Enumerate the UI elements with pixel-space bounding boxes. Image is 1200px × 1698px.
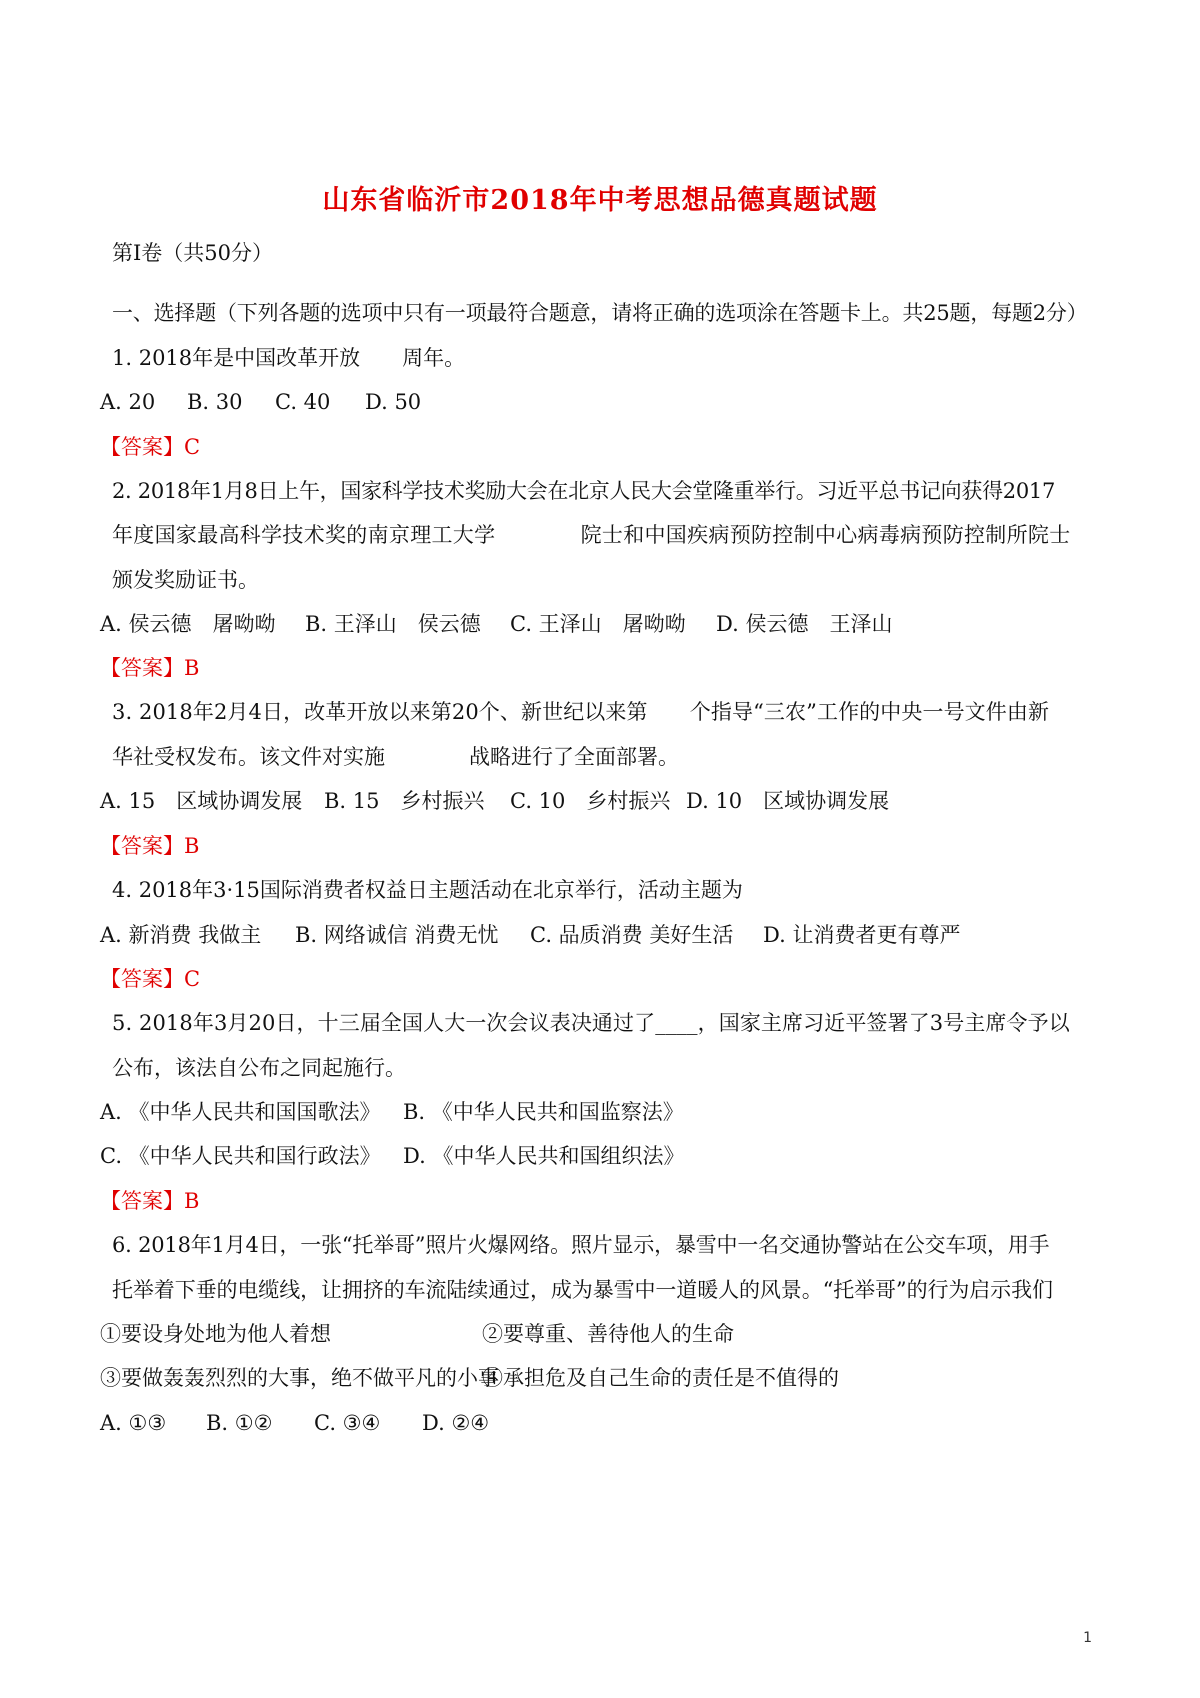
question-1-stem: 1. 2018年是中国改革开放 周年。 xyxy=(112,346,466,370)
question-4-option-b: B. 网络诚信 消费无忧 xyxy=(295,923,499,947)
question-6-option-b: B. ①② xyxy=(206,1411,273,1435)
question-2-option-d: D. 侯云德 王泽山 xyxy=(716,612,893,636)
question-2-stem-line-1: 2. 2018年1月8日上午，国家科学技术奖励大会在北京人民大会堂隆重举行。习近平总书记向获得2017 xyxy=(112,479,1056,503)
question-6-option-c: C. ③④ xyxy=(314,1411,381,1435)
answer-value: B xyxy=(184,656,200,680)
question-3-stem-line-2: 华社受权发布。该文件对实施 战略进行了全面部署。 xyxy=(112,745,679,769)
answer-label: 【答案】 xyxy=(100,834,184,858)
question-2-option-c: C. 王泽山 屠呦呦 xyxy=(510,612,686,636)
question-6-statement-4: ④承担危及自己生命的责任是不值得的 xyxy=(482,1366,839,1390)
question-2-option-a: A. 侯云德 屠呦呦 xyxy=(100,612,276,636)
question-6-statement-2: ②要尊重、善待他人的生命 xyxy=(482,1322,734,1346)
answer-label: 【答案】 xyxy=(100,656,184,680)
question-1-option-c: C. 40 xyxy=(275,390,331,414)
question-6-option-a: A. ①③ xyxy=(100,1411,167,1435)
question-2-answer xyxy=(100,653,199,683)
question-4-option-a: A. 新消费 我做主 xyxy=(100,923,262,947)
answer-value: C xyxy=(184,967,201,991)
question-4-answer xyxy=(100,964,200,994)
answer-label: 【答案】 xyxy=(100,1189,184,1213)
question-5-option-d: D. 《中华人民共和国组织法》 xyxy=(403,1144,685,1168)
question-3-stem-line-1: 3. 2018年2月4日，改革开放以来第20个、新世纪以来第 个指导“三农”工作的中央一号文件由新 xyxy=(112,700,1050,724)
question-3-option-c: C. 10 乡村振兴 xyxy=(510,789,671,813)
question-2-stem-line-3: 颁发奖励证书。 xyxy=(112,568,259,592)
question-5-stem-line-2: 公布，该法自公布之同起施行。 xyxy=(112,1056,406,1080)
question-5-option-a: A. 《中华人民共和国国歌法》 xyxy=(100,1100,381,1124)
document-title: 山东省临沂市2018年中考思想品德真题试题 xyxy=(322,185,878,216)
question-5-answer xyxy=(100,1186,199,1216)
answer-value: B xyxy=(184,1189,200,1213)
answer-label: 【答案】 xyxy=(100,435,184,459)
question-2-option-b: B. 王泽山 侯云德 xyxy=(305,612,481,636)
question-6-stem-line-2: 托举着下垂的电缆线，让拥挤的车流陆续通过，成为暴雪中一道暖人的风景。“托举哥”的行为启示我们 xyxy=(112,1278,1053,1302)
question-6-statement-1: ①要设身处地为他人着想 xyxy=(100,1322,331,1346)
question-4-option-d: D. 让消费者更有尊严 xyxy=(763,923,961,947)
question-1-option-a: A. 20 xyxy=(100,390,156,414)
answer-label: 【答案】 xyxy=(100,967,184,991)
question-3-option-b: B. 15 乡村振兴 xyxy=(324,789,485,813)
question-6-stem-line-1: 6. 2018年1月4日，一张“托举哥”照片火爆网络。照片显示，暴雪中一名交通协警站在公交车项，用手 xyxy=(112,1233,1050,1257)
question-6-option-d: D. ②④ xyxy=(422,1411,490,1435)
page-number: 1 xyxy=(1083,1630,1092,1646)
question-2-stem-line-2: 年度国家最高科学技术奖的南京理工大学 院士和中国疾病预防控制中心病毒病预防控制所院士 xyxy=(112,523,1071,547)
instruction-text: 一、选择题（下列各题的选项中只有一项最符合题意，请将正确的选项涂在答题卡上。共25题，每题2分） xyxy=(112,301,1088,325)
question-5-option-c: C. 《中华人民共和国行政法》 xyxy=(100,1144,381,1168)
question-1-answer xyxy=(100,432,200,462)
question-3-answer xyxy=(100,831,199,861)
answer-value: B xyxy=(184,834,200,858)
question-6-statement-3: ③要做轰轰烈烈的大事，绝不做平凡的小事 xyxy=(100,1366,499,1390)
question-4-option-c: C. 品质消费 美好生活 xyxy=(530,923,734,947)
section-heading: 第Ⅰ卷（共50分） xyxy=(112,241,274,265)
answer-value: C xyxy=(184,435,201,459)
question-4-stem: 4. 2018年3·15国际消费者权益日主题活动在北京举行，活动主题为 xyxy=(112,878,743,902)
question-5-option-b: B. 《中华人民共和国监察法》 xyxy=(403,1100,684,1124)
question-1-option-b: B. 30 xyxy=(187,390,243,414)
question-3-option-a: A. 15 区域协调发展 xyxy=(100,789,303,813)
question-1-option-d: D. 50 xyxy=(365,390,422,414)
question-3-option-d: D. 10 区域协调发展 xyxy=(686,789,890,813)
question-5-stem-line-1: 5. 2018年3月20日，十三届全国人大一次会议表决通过了____，国家主席习近平签署了3号主席令予以 xyxy=(112,1011,1070,1035)
